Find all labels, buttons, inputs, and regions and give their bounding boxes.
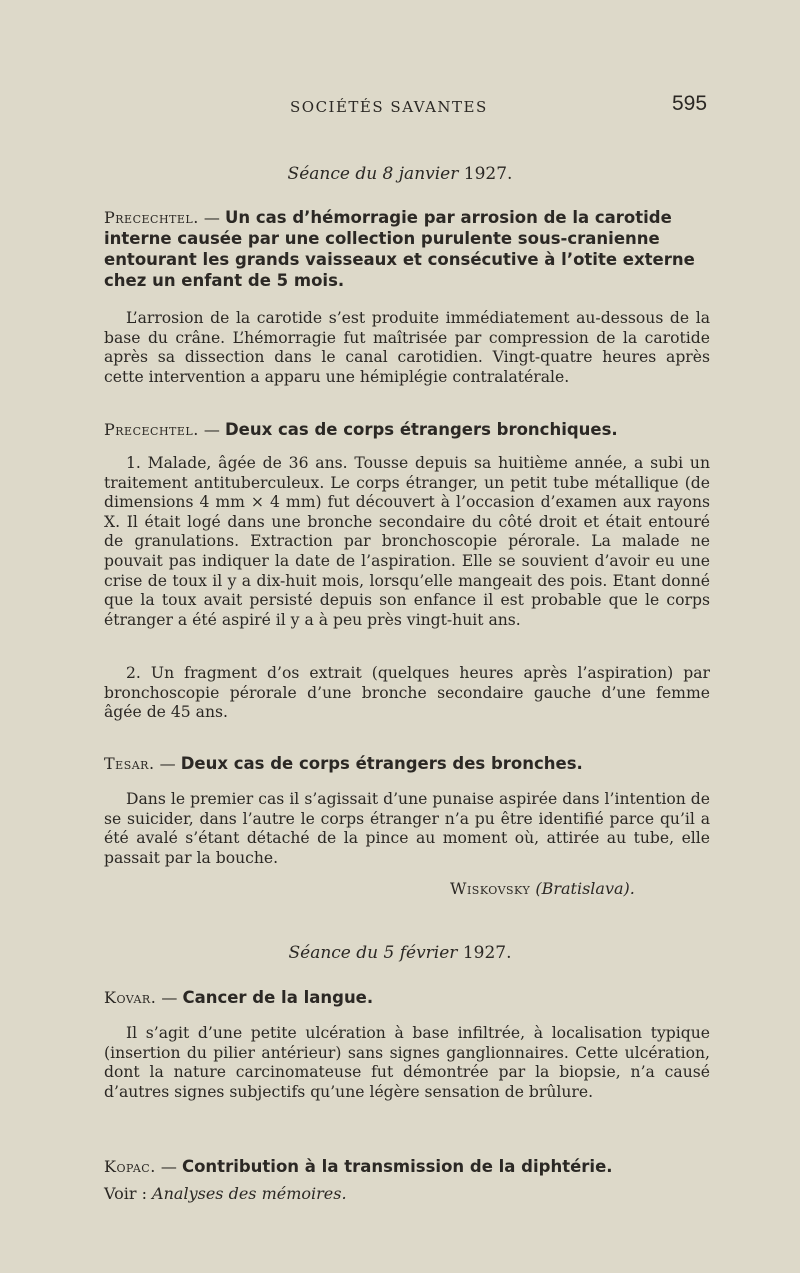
seance-heading-2: Séance du 5 février 1927.	[288, 943, 512, 963]
entry-heading-3: Tesar. — Deux cas de corps étrangers des bronches.	[104, 754, 583, 773]
entry-paragraph: 2. Un fragment d’os extrait (quelques heures après l’aspiration) par bronchoscopie pérorale d’une bronche secondaire gauche d’une femme âgée de 45 ans.	[104, 664, 710, 722]
entry-author: Tesar.	[104, 754, 155, 773]
signature	[450, 879, 635, 898]
seance-heading-1: Séance du 8 janvier 1927.	[287, 164, 513, 184]
page-header	[0, 92, 800, 120]
entry-author: Precechtel.	[104, 208, 199, 227]
see-also-reference: Analyses des mémoires.	[152, 1184, 347, 1203]
entry-author: Precechtel.	[104, 420, 199, 439]
entry-heading-5: Kopac. — Contribution à la transmission de la diphtérie.	[104, 1157, 613, 1176]
page-number: 595	[672, 92, 708, 115]
entry-title: Cancer de la langue.	[182, 988, 374, 1007]
entry-title: Un cas d’hémorragie par arrosion de la carotide interne causée par une collection purulente sous-cranienne entourant les grands vaisseaux et consécutive à l’otite externe chez un enfant de 5 mois.	[104, 208, 695, 290]
running-title: SOCIÉTÉS SAVANTES	[290, 98, 488, 116]
entry-paragraph: 1. Malade, âgée de 36 ans. Tousse depuis sa huitième année, a subi un traitement antituberculeux. Le corps étranger, un petit tube métallique (de dimensions 4 mm × 4 mm) fut découvert à l’occasion d’examen aux rayons X. Il était logé dans une bronche secondaire du côté droit et était entouré de granulations. Extraction par bronchoscopie pérorale. La malade ne pouvait pas indiquer la date de l’aspiration. Elle se souvient d’avoir eu une crise de toux il y a dix-huit mois, lorsqu’elle mangeait des pois. Etant donné que la toux avait persisté depuis son enfance il est probable que le corps étranger a été aspiré il y a à peu près vingt-huit ans.	[104, 454, 710, 629]
entry-heading-1: Precechtel. — Un cas d’hémorragie par arrosion de la carotide interne causée par une collection purulente sous-cranienne entourant les grands vaisseaux et consécutive à l’otite externe chez un enfant de 5 mois.	[104, 208, 695, 290]
entry-title: Deux cas de corps étrangers des bronches.	[180, 754, 583, 773]
entry-author: Kovar.	[104, 988, 157, 1007]
entry-author: Kopac.	[104, 1157, 156, 1176]
entry-paragraph: L’arrosion de la carotide s’est produite immédiatement au-dessous de la base du crâne. L’hémorragie fut maîtrisée par compression de la carotide après sa dissection dans le canal carotidien. Vingt-quatre heures après cette intervention a apparu une hémiplégie contralatérale.	[104, 309, 710, 386]
entry-title: Contribution à la transmission de la diphtérie.	[181, 1157, 613, 1176]
entry-heading-2: Precechtel. — Deux cas de corps étrangers bronchiques.	[104, 420, 618, 439]
entry-paragraph: Il s’agit d’une petite ulcération à base infiltrée, à localisation typique (insertion du pilier antérieur) sans signes ganglionnaires. Cette ulcération, dont la nature carcinomateuse fut démontrée par la biopsie, n’a causé d’autres signes subjectifs qu’une légère sensation de brûlure.	[104, 1024, 710, 1101]
see-also: Voir : Analyses des mémoires.	[104, 1184, 347, 1203]
entry-heading-4: Kovar. — Cancer de la langue.	[104, 988, 374, 1007]
signature-place: (Bratislava).	[535, 879, 635, 898]
signature-name: Wiskovsky	[450, 879, 531, 898]
entry-title: Deux cas de corps étrangers bronchiques.	[224, 420, 618, 439]
entry-paragraph: Dans le premier cas il s’agissait d’une punaise aspirée dans l’intention de se suicider, dans l’autre le corps étranger n’a pu être identifié parce qu’il a été avalé s’étant détaché de la pince au moment où, attirée au tube, elle passait par la bouche.	[104, 790, 710, 867]
